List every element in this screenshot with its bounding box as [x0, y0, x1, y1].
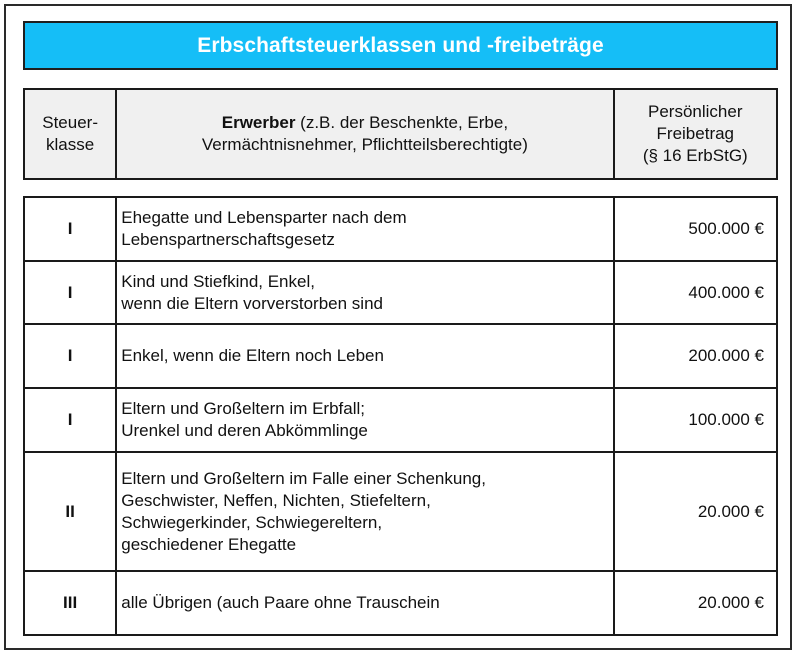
allowance-cell: 200.000 €	[614, 324, 777, 388]
buyer-cell	[116, 197, 613, 261]
table-row	[24, 388, 777, 452]
allowance-table	[23, 196, 778, 636]
allowance-cell: 500.000 €	[614, 197, 777, 261]
tax-class-cell: I	[24, 388, 116, 452]
table-row	[24, 261, 777, 324]
buyer-line: Kind und Stiefkind, Enkel,	[121, 271, 315, 291]
buyer-line: Eltern und Großeltern im Falle einer Schenkung,	[121, 468, 486, 488]
buyer-line: Enkel, wenn die Eltern noch Leben	[121, 346, 384, 365]
allowance-cell: 20.000 €	[614, 452, 777, 571]
tax-class-cell: I	[24, 261, 116, 324]
buyer-cell	[116, 261, 613, 324]
table-title-text: Erbschaftsteuerklassen und -freibeträge	[197, 33, 604, 57]
header-allowance	[614, 89, 777, 179]
buyer-cell	[116, 452, 613, 571]
buyer-line: wenn die Eltern vorverstorben sind	[121, 293, 383, 313]
header-allowance-line: (§ 16 ErbStG)	[642, 146, 748, 165]
header-buyer-bold: Erwerber	[221, 113, 296, 132]
header-buyer-rest: (z.B. der Beschenkte, Erbe,	[295, 113, 509, 132]
table-row	[24, 197, 777, 261]
table-row	[24, 324, 777, 388]
tax-class-cell: I	[24, 197, 116, 261]
tax-class-cell: III	[24, 571, 116, 635]
buyer-line: Eltern und Großeltern im Erbfall;	[121, 399, 365, 418]
buyer-line: Urenkel und deren Abkömmlinge	[121, 421, 368, 440]
buyer-line: Schwiegerkinder, Schwiegereltern,	[121, 512, 383, 532]
header-tax-class-line: klasse	[46, 135, 95, 154]
header-tax-class-line: Steuer-	[42, 113, 98, 132]
header-buyer-line: Vermächtnisnehmer, Pflichtteilsberechtigte)	[201, 135, 528, 154]
header-buyer	[116, 89, 613, 179]
buyer-cell	[116, 388, 613, 452]
table-title	[23, 21, 778, 70]
table-row	[24, 452, 777, 571]
tax-class-cell: I	[24, 324, 116, 388]
header-tax-class	[24, 89, 116, 179]
header-row	[24, 89, 777, 179]
buyer-line: Ehegatte und Lebensparter nach dem	[121, 208, 407, 227]
buyer-line: Geschwister, Neffen, Nichten, Stiefeltern,	[121, 490, 431, 510]
buyer-line: alle Übrigen (auch Paare ohne Trauschein	[121, 593, 440, 612]
table-row	[24, 571, 777, 635]
buyer-line: Lebenspartnerschaftsgesetz	[121, 230, 335, 249]
buyer-cell	[116, 571, 613, 635]
tax-class-cell: II	[24, 452, 116, 571]
header-buyer-line	[117, 112, 612, 134]
header-table	[23, 88, 778, 180]
buyer-cell	[116, 324, 613, 388]
header-allowance-line: Freibetrag	[656, 124, 735, 143]
table-body	[24, 197, 777, 635]
header-allowance-line: Persönlicher	[648, 102, 743, 121]
allowance-cell: 400.000 €	[614, 261, 777, 324]
buyer-line: geschiedener Ehegatte	[121, 534, 297, 554]
allowance-cell: 100.000 €	[614, 388, 777, 452]
allowance-cell: 20.000 €	[614, 571, 777, 635]
